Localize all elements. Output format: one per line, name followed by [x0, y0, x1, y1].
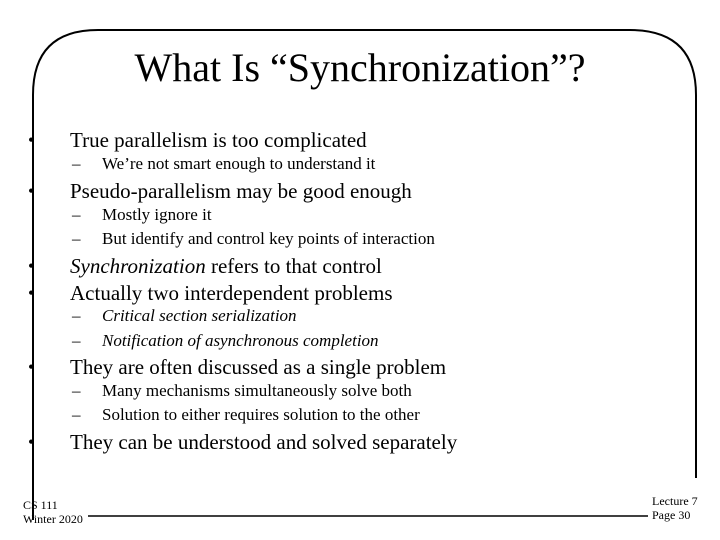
sub-bullet-marker: –	[72, 331, 81, 350]
sub-bullet-text: But identify and control key points of interaction	[102, 229, 435, 248]
bullet-item	[28, 280, 393, 306]
sub-bullet-item	[72, 330, 379, 352]
sub-bullet-text: Notification of asynchronous completion	[102, 331, 379, 350]
sub-bullet-item	[72, 380, 412, 402]
bullet-marker: •	[28, 181, 35, 201]
footer-course: CS 111	[23, 498, 58, 512]
sub-bullet-marker: –	[72, 205, 81, 224]
bullet-marker: •	[28, 283, 35, 303]
bullet-text: They can be understood and solved separately	[70, 430, 458, 454]
sub-bullet-item	[72, 305, 297, 327]
footer-lecture: Lecture 7	[652, 494, 698, 508]
sub-bullet-item	[72, 228, 435, 250]
sub-bullet-marker: –	[72, 381, 81, 400]
bullet-marker: •	[28, 357, 35, 377]
sub-bullet-marker: –	[72, 306, 81, 325]
sub-bullet-item	[72, 404, 420, 426]
footer-page-info	[652, 494, 698, 522]
footer-course-info	[23, 498, 83, 526]
bullet-item	[28, 178, 412, 204]
sub-bullet-text: Critical section serialization	[102, 306, 297, 325]
sub-bullet-marker: –	[72, 405, 81, 424]
sub-bullet-marker: –	[72, 154, 81, 173]
footer-term: Winter 2020	[23, 512, 83, 526]
bullet-item	[28, 253, 382, 279]
bullet-text: Actually two interdependent problems	[70, 281, 393, 305]
bullet-item	[28, 127, 367, 153]
sub-bullet-item	[72, 204, 212, 226]
bullet-text: They are often discussed as a single problem	[70, 355, 447, 379]
sub-bullet-text: Solution to either requires solution to the other	[102, 405, 420, 424]
sub-bullet-text: Mostly ignore it	[102, 205, 212, 224]
bullet-text: Pseudo-parallelism may be good enough	[70, 179, 412, 203]
bullet-item	[28, 354, 447, 380]
bullet-item	[28, 429, 458, 455]
bullet-marker: •	[28, 256, 35, 276]
bullet-marker: •	[28, 432, 35, 452]
sub-bullet-item	[72, 153, 376, 175]
sub-bullet-text: We’re not smart enough to understand it	[102, 154, 376, 173]
bullet-text: refers to that control	[205, 254, 382, 278]
footer-page-number: Page 30	[652, 508, 691, 522]
sub-bullet-text: Many mechanisms simultaneously solve both	[102, 381, 412, 400]
bullet-marker: •	[28, 130, 35, 150]
sub-bullet-marker: –	[72, 229, 81, 248]
slide-title: What Is “Synchronization”?	[134, 45, 586, 90]
bullet-text: True parallelism is too complicated	[70, 128, 367, 152]
bullet-emphasis: Synchronization	[70, 254, 206, 278]
